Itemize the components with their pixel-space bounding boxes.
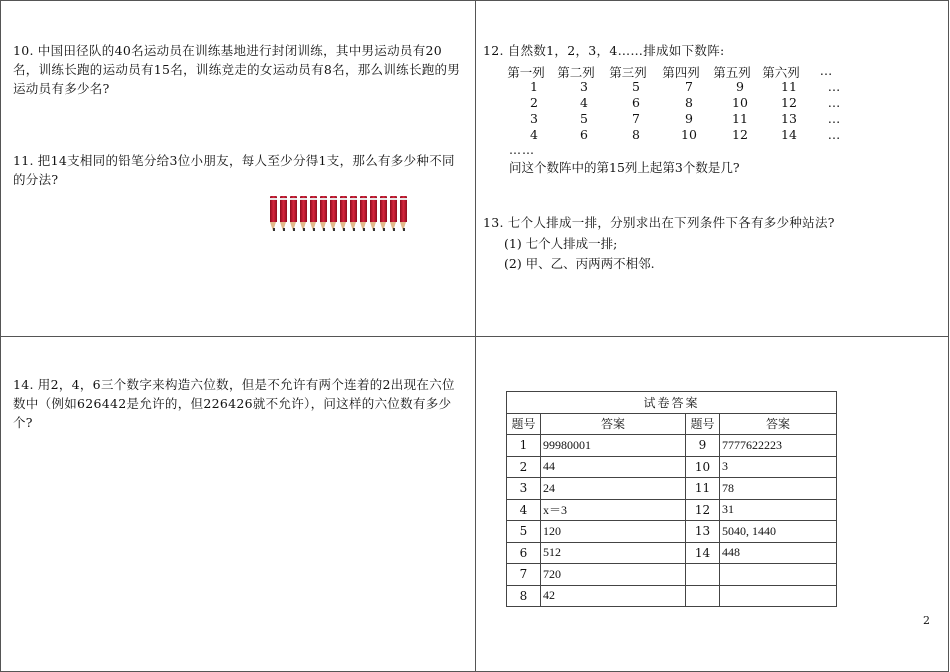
matrix-cell: 6 (632, 95, 640, 110)
matrix-cell: 9 (685, 111, 693, 126)
answer-table (506, 391, 837, 607)
answer-cell: 78 (720, 478, 837, 500)
question-13 (483, 213, 933, 232)
question-number-cell: 11 (686, 478, 720, 500)
matrix-cell: 3 (530, 111, 538, 126)
answer-cell: 44 (541, 456, 686, 478)
pencil-icon (329, 196, 338, 232)
matrix-cell: 5 (580, 111, 588, 126)
matrix-cell: 7 (632, 111, 640, 126)
question-11 (13, 151, 463, 189)
answer-cell: 3 (720, 456, 837, 478)
question-number-cell: 3 (507, 478, 541, 500)
question-number-cell: 5 (507, 521, 541, 543)
matrix-cell: … (827, 111, 841, 126)
matrix-header-cell: 第三列 (609, 65, 647, 80)
matrix-cell: 7 (685, 79, 693, 94)
question-number-cell: 12 (686, 499, 720, 521)
matrix-cell: 2 (530, 95, 538, 110)
answer-table-body (507, 435, 837, 607)
matrix-cell: 13 (781, 111, 797, 126)
answer-table-title: 试卷答案 (507, 392, 837, 414)
answer-cell: 7777622223 (720, 435, 837, 457)
pencils-illustration (269, 196, 408, 232)
quadrant-bottom-right (475, 336, 949, 672)
matrix-header-cell: 第五列 (713, 65, 751, 80)
matrix-cell: 11 (781, 79, 797, 94)
matrix-header-cell: 第一列 (507, 65, 545, 80)
question-10 (13, 41, 463, 98)
question-number-cell: 7 (507, 564, 541, 586)
question-number-cell: 4 (507, 499, 541, 521)
matrix-header-cell: … (819, 63, 833, 78)
answer-row (507, 542, 837, 564)
answer-cell: 448 (720, 542, 837, 564)
answer-cell (720, 585, 837, 607)
matrix-cell: … (827, 79, 841, 94)
answer-cell: 5040, 1440 (720, 521, 837, 543)
answer-cell: 31 (720, 499, 837, 521)
matrix-cell: 1 (530, 79, 538, 94)
header-question-number: 题号 (686, 413, 720, 435)
quadrant-top-right (475, 0, 949, 337)
pencil-icon (339, 196, 348, 232)
answer-cell: 720 (541, 564, 686, 586)
question-number-cell (686, 564, 720, 586)
question-number-cell: 2 (507, 456, 541, 478)
matrix-cell: 10 (732, 95, 748, 110)
matrix-cell: 4 (580, 95, 588, 110)
answer-cell: 42 (541, 585, 686, 607)
matrix-cell: 11 (732, 111, 748, 126)
page-number: 2 (923, 614, 930, 627)
question-text: 七个人排成一排，分别求出在下列条件下各有多少种站法? (507, 215, 835, 230)
answer-cell (720, 564, 837, 586)
pencil-icon (279, 196, 288, 232)
matrix-cell: … (827, 95, 841, 110)
pencil-icon (369, 196, 378, 232)
question-number-cell: 8 (507, 585, 541, 607)
answer-row (507, 564, 837, 586)
matrix-cell: 12 (781, 95, 797, 110)
quadrant-bottom-left (0, 336, 476, 672)
pencil-icon (319, 196, 328, 232)
answer-cell: 99980001 (541, 435, 686, 457)
question-13-part-1: (1) 七个人排成一排; (504, 236, 618, 251)
question-14 (13, 375, 463, 432)
question-text: 中国田径队的40名运动员在训练基地进行封闭训练，其中男运动员有20名，训练长跑的运动员有15名，训练竞走的女运动员有8名，那么训练长跑的男运动员有多少名? (13, 43, 461, 96)
pencil-icon (299, 196, 308, 232)
pencil-icon (379, 196, 388, 232)
matrix-cell: 5 (632, 79, 640, 94)
matrix-cell: 6 (580, 127, 588, 142)
matrix-cell: 10 (681, 127, 697, 142)
header-question-number: 题号 (507, 413, 541, 435)
answer-cell: x＝3 (541, 499, 686, 521)
question-number-cell (686, 585, 720, 607)
pencil-icon (389, 196, 398, 232)
question-number: 13. (483, 215, 504, 230)
question-number-cell: 14 (686, 542, 720, 564)
question-text: 把14支相同的铅笔分给3位小朋友，每人至少分得1支，那么有多少种不同的分法? (13, 153, 455, 187)
header-answer: 答案 (720, 413, 837, 435)
pencil-icon (309, 196, 318, 232)
answer-row (507, 521, 837, 543)
pencil-icon (269, 196, 278, 232)
question-number: 11. (13, 153, 34, 168)
answer-cell: 512 (541, 542, 686, 564)
pencil-icon (359, 196, 368, 232)
question-number-cell: 9 (686, 435, 720, 457)
pencil-icon (399, 196, 408, 232)
question-number-cell: 1 (507, 435, 541, 457)
answer-row (507, 435, 837, 457)
header-answer: 答案 (541, 413, 686, 435)
quadrant-top-left (0, 0, 476, 337)
matrix-cell: 9 (736, 79, 744, 94)
answer-row (507, 585, 837, 607)
matrix-cell: 8 (685, 95, 693, 110)
matrix-cell: 14 (781, 127, 797, 142)
matrix-header-cell: 第六列 (762, 65, 800, 80)
pencil-icon (349, 196, 358, 232)
matrix-cell: … (827, 127, 841, 142)
matrix-header-cell: 第二列 (557, 65, 595, 80)
matrix-cell: 12 (732, 127, 748, 142)
matrix-cell: 8 (632, 127, 640, 142)
answer-cell: 24 (541, 478, 686, 500)
answer-row (507, 499, 837, 521)
question-number-cell: 10 (686, 456, 720, 478)
matrix-continuation: …… (509, 143, 535, 157)
answer-row (507, 456, 837, 478)
question-number: 12. (483, 43, 504, 58)
question-12-ask: 问这个数阵中的第15列上起第3个数是几? (509, 160, 740, 175)
question-text: 用2，4，6三个数字来构造六位数，但是不允许有两个连着的2出现在六位数中（例如626442是允许的，但226426就不允许），问这样的六位数有多少个? (13, 377, 455, 430)
matrix-header-cell: 第四列 (662, 65, 700, 80)
matrix-cell: 3 (580, 79, 588, 94)
question-12 (483, 41, 933, 60)
answer-cell: 120 (541, 521, 686, 543)
question-text: 自然数1，2，3，4……排成如下数阵: (507, 43, 725, 58)
answer-row (507, 478, 837, 500)
question-number-cell: 6 (507, 542, 541, 564)
matrix-cell: 4 (530, 127, 538, 142)
question-number-cell: 13 (686, 521, 720, 543)
pencil-icon (289, 196, 298, 232)
question-number: 10. (13, 43, 34, 58)
question-13-part-2: (2) 甲、乙、丙两两不相邻. (504, 256, 655, 271)
question-number: 14. (13, 377, 34, 392)
